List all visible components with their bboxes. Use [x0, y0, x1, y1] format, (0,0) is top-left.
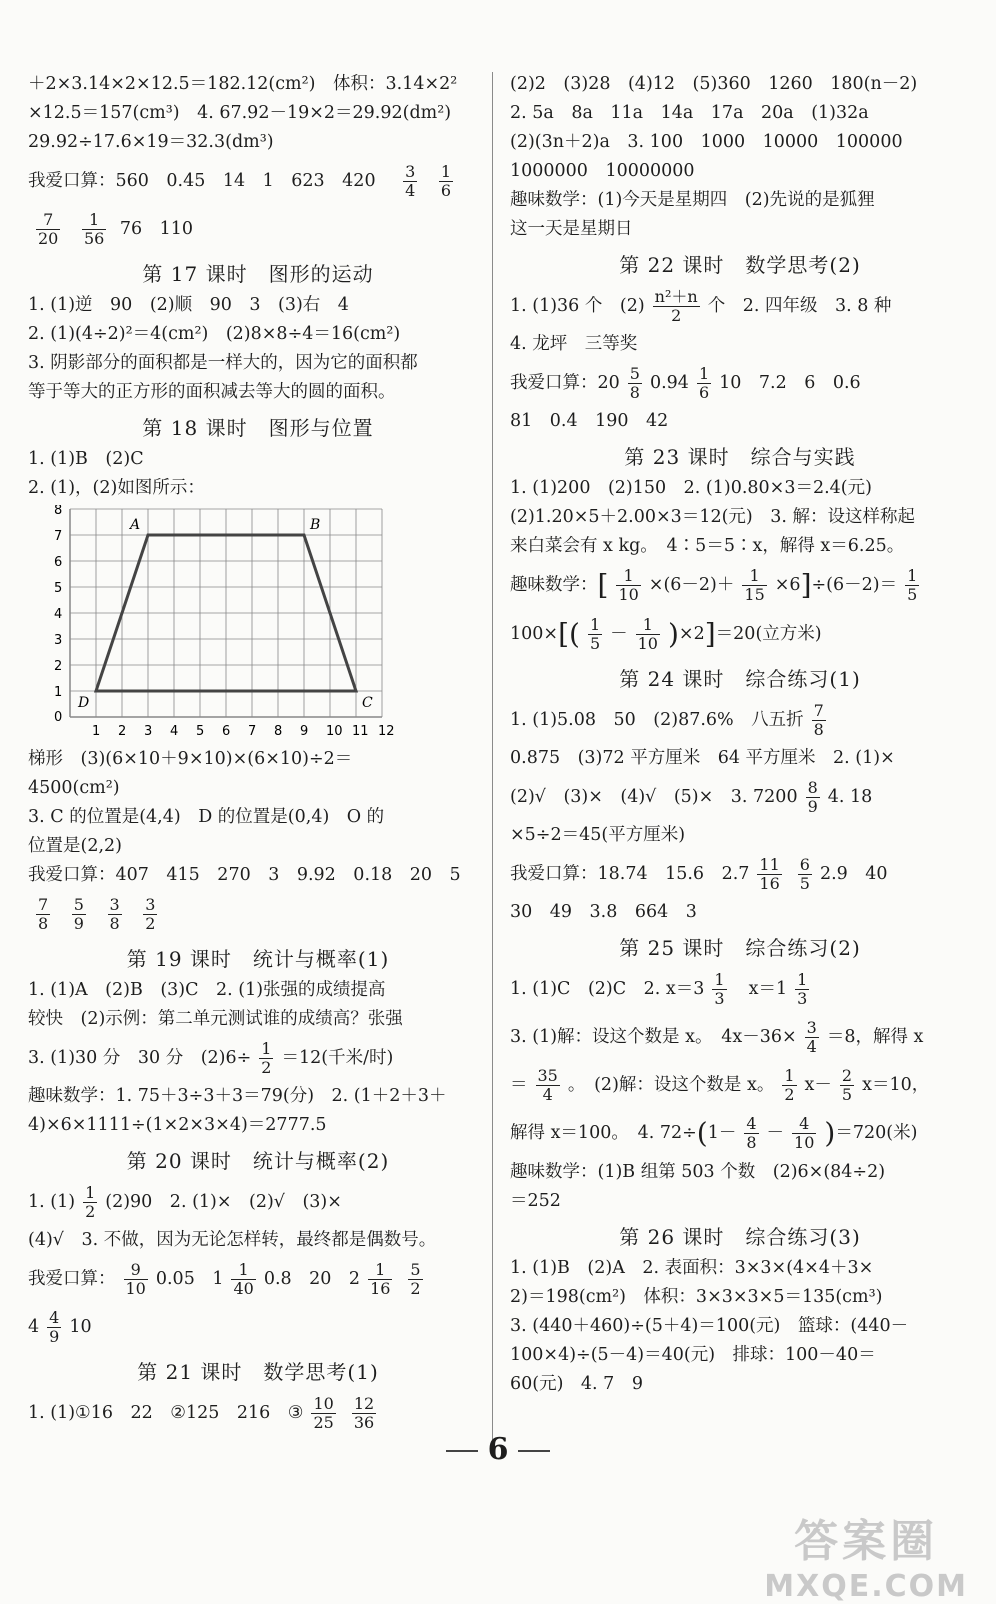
- fraction: $\frac{10}{25}$: [313, 1394, 334, 1432]
- text-line: 81 0.4 190 42: [510, 411, 669, 431]
- mental-math-line: 我爱口算：20 $\frac{5}{8}$ 0.94 $\frac{1}{6}$ 10 7.2 6 0.6: [510, 364, 861, 402]
- y-tick-label: 3: [54, 633, 63, 648]
- x-tick-label: 6: [222, 724, 231, 739]
- coordinate-grid-figure: [28, 505, 408, 745]
- text-line: 1. (1)B (2)C: [28, 449, 144, 469]
- lesson-heading: 第 21 课时 数学思考(1): [137, 1360, 379, 1384]
- text-line: 1. (1)A (2)B (3)C 2. (1)张强的成绩提高: [28, 980, 386, 1000]
- text-line: 1. (1)36 个 (2) $\frac{\text{n²＋n}}{2}$ 个 2. 四年级 3. 8 种: [510, 287, 892, 325]
- text-line: 29.92÷17.6×19＝32.3(dm³): [28, 132, 274, 152]
- left-column: [28, 70, 488, 1437]
- fraction: $\frac{3}{8}$: [109, 895, 120, 933]
- fraction: $\frac{9}{10}$: [125, 1260, 146, 1298]
- text-line: ×12.5＝157(cm³) 4. 67.92－19×2＝29.92(dm²): [28, 103, 452, 123]
- text-line: (2)2 (3)28 (4)12 (5)360 1260 180(n－2): [510, 74, 918, 94]
- x-tick-label: 10: [326, 724, 343, 739]
- text-line: 4. 龙坪 三等奖: [510, 334, 638, 354]
- mental-math-line: 我爱口算：18.74 15.6 2.7 $\frac{11}{16}$ $\frac{6}{5}$ 2.9 40: [510, 855, 888, 893]
- text-line: 来白菜会有 x kg。 4∶5＝5∶x，解得 x＝6.25。: [510, 536, 905, 556]
- text-line: (2)1.20×5＋2.00×3＝12(元) 3. 解：设这样称起: [510, 507, 915, 527]
- text-line: 趣味数学：(1)今天是星期四 (2)先说的是狐狸: [510, 190, 875, 210]
- text-line: 我爱口算：407 415 270 3 9.92 0.18 20 5: [28, 865, 461, 885]
- text-line: 趣味数学：(1)B 组第 503 个数 (2)6×(84÷2): [510, 1161, 886, 1182]
- fraction: $\frac{1}{6}$: [698, 364, 710, 402]
- x-tick-label: 4: [170, 724, 179, 739]
- point-label: C: [362, 695, 373, 711]
- text-line: 解得 x＝100。 4. 72÷(1－ $\frac{4}{8}$ － $\frac{4}{10}$ )＝720(米): [510, 1114, 918, 1152]
- fraction: $\frac{2}{5}$: [841, 1066, 853, 1104]
- mental-math-line: $\frac{7}{20}$ $\frac{1}{56}$ 76 110: [38, 210, 194, 248]
- fraction: $\frac{4}{10}$: [794, 1114, 815, 1152]
- text-line: 2. (1)，(2)如图所示：: [28, 478, 205, 498]
- fraction: $\frac{1}{3}$: [797, 970, 808, 1008]
- text-line: 2)＝198(cm²) 体积：3×3×3×5＝135(cm³): [510, 1286, 883, 1307]
- fraction: $\frac{1}{3}$: [714, 970, 725, 1008]
- x-tick-label: 7: [248, 724, 257, 739]
- y-tick-label: 5: [54, 581, 63, 596]
- axis-ticks: [54, 505, 395, 739]
- fraction: $\frac{1}{5}$: [907, 566, 918, 604]
- text-line: 100×[( $\frac{1}{5}$ － $\frac{1}{10}$ )×2]＝20(立方米): [510, 614, 822, 653]
- fraction: $\frac{7}{8}$: [38, 895, 49, 933]
- x-tick-label: 9: [300, 724, 309, 739]
- fraction: $\frac{5}{9}$: [73, 895, 84, 933]
- point-label: A: [130, 517, 141, 533]
- text-line: ＝252: [510, 1190, 561, 1211]
- grid-lines: [70, 509, 382, 717]
- text-line: 1. (1) $\frac{1}{2}$ (2)90 2. (1)× (2)√ (3)×: [28, 1183, 342, 1221]
- text-line: 4)×6×1111÷(1×2×3×4)＝2777.5: [28, 1115, 327, 1135]
- fraction: $\frac{1}{2}$: [85, 1183, 96, 1221]
- mental-math-line: 我爱口算： $\frac{9}{10}$ 0.05 1 $\frac{1}{40}$ 0.8 20 2 $\frac{1}{16}$ $\frac{5}{2}$: [28, 1260, 421, 1298]
- text-line: 3. (1)30 分 30 分 (2)6÷ $\frac{1}{2}$ ＝12(千米/时): [28, 1039, 394, 1077]
- fraction: $\frac{1}{10}$: [637, 614, 658, 653]
- text-line: (4)√ 3. 不做，因为无论怎样转，最终都是偶数号。: [28, 1230, 437, 1250]
- fraction: $\frac{1}{40}$: [233, 1260, 254, 1298]
- text-line: ＋2×3.14×2×12.5＝182.12(cm²) 体积：3.14×2²: [28, 74, 458, 94]
- text-line: ×5÷2＝45(平方厘米): [510, 825, 686, 845]
- x-tick-label: 11: [352, 724, 369, 739]
- point-label: B: [310, 517, 321, 533]
- x-tick-label: 2: [118, 724, 127, 739]
- x-tick-label: 5: [196, 724, 205, 739]
- x-tick-label: 0: [54, 710, 63, 725]
- text-line: 位置是(2,2): [28, 836, 122, 856]
- fraction: $\frac{5}{8}$: [629, 364, 640, 402]
- lesson-heading: 第 25 课时 综合练习(2): [619, 936, 861, 960]
- fraction: $\frac{1}{5}$: [589, 614, 601, 653]
- x-tick-label: 8: [274, 724, 283, 739]
- lesson-heading: 第 20 课时 统计与概率(2): [126, 1149, 390, 1173]
- fraction: $\frac{1}{2}$: [261, 1039, 272, 1077]
- text-line: 趣味数学：1. 75＋3÷3＋3＝79(分) 2. (1＋2＋3＋: [28, 1086, 447, 1106]
- fraction: $\frac{1}{16}$: [370, 1260, 391, 1298]
- text-line: 3. (1)解：设这个数是 x。 4x－36× $\frac{3}{4}$ ＝8，解得 x: [510, 1018, 924, 1056]
- lesson-heading: 第 23 课时 综合与实践: [624, 445, 856, 469]
- text-line: (2)(3n＋2)a 3. 100 1000 10000 100000: [510, 132, 903, 152]
- text-line: 30 49 3.8 664 3: [510, 902, 697, 922]
- fraction: $\frac{5}{2}$: [410, 1260, 421, 1298]
- fraction: $\frac{7}{20}$: [38, 210, 59, 248]
- text-line: 1000000 10000000: [510, 161, 695, 181]
- y-tick-label: 1: [54, 685, 63, 700]
- watermark-logo: 答案圈 MXQE.COM: [764, 1516, 968, 1604]
- fraction: $\frac{1}{15}$: [744, 566, 765, 604]
- mental-math-line: 我爱口算：560 0.45 14 1 623 420 $\frac{3}{4}$ $\frac{1}{6}$: [28, 162, 452, 200]
- text-line: 梯形 (3)(6×10＋9×10)×(6×10)÷2＝: [28, 749, 353, 769]
- text-line: 1. (1)①16 22 ②125 216 ③ $\frac{10}{25}$ $\frac{12}{36}$: [28, 1394, 375, 1432]
- fraction: $\frac{\text{n²＋n}}{2}$: [654, 287, 698, 325]
- fraction: $\frac{4}{8}$: [746, 1114, 757, 1152]
- page-number: 6: [0, 1432, 996, 1467]
- x-tick-label: 3: [144, 724, 153, 739]
- fraction: $\frac{1}{2}$: [784, 1066, 795, 1104]
- fraction: $\frac{3}{4}$: [405, 162, 416, 200]
- fraction: $\frac{7}{8}$: [813, 701, 824, 739]
- text-line: 1. (1)C (2)C 2. x＝3 $\frac{1}{3}$ x＝1 $\frac{1}{3}$: [510, 970, 808, 1008]
- fraction: $\frac{1}{10}$: [618, 566, 639, 604]
- y-tick-label: 7: [54, 529, 63, 544]
- y-tick-label: 6: [54, 555, 63, 570]
- fraction: $\frac{35}{4}$: [537, 1066, 558, 1104]
- lesson-heading: 第 19 课时 统计与概率(1): [126, 947, 390, 971]
- text-line: 1. (1)B (2)A 2. 表面积：3×3×(4×4＋3×: [510, 1257, 874, 1278]
- fraction: $\frac{6}{5}$: [799, 855, 810, 893]
- fraction: $\frac{11}{16}$: [759, 855, 780, 893]
- right-column: [510, 70, 970, 1399]
- lesson-heading: 第 18 课时 图形与位置: [142, 416, 374, 440]
- text-line: 2. 5a 8a 11a 14a 17a 20a (1)32a: [510, 103, 869, 123]
- mental-math-line: 4 $\frac{4}{9}$ 10: [28, 1308, 92, 1346]
- text-line: 3. C 的位置是(4,4) D 的位置是(0,4) O 的: [28, 807, 385, 827]
- fraction: $\frac{12}{36}$: [353, 1394, 375, 1432]
- text-line: (2)√ (3)× (4)√ (5)× 3. 7200 $\frac{8}{9}$ 4. 18: [510, 778, 873, 816]
- text-line: 等于等大的正方形的面积减去等大的圆的面积。: [28, 382, 396, 402]
- lesson-heading: 第 22 课时 数学思考(2): [619, 253, 861, 277]
- point-label: D: [78, 695, 90, 711]
- lesson-heading: 第 26 课时 综合练习(3): [619, 1224, 861, 1249]
- text-line: 较快 (2)示例：第二单元测试谁的成绩高？张强: [28, 1009, 403, 1029]
- text-line: ＝ $\frac{35}{4}$ 。 (2)解：设这个数是 x。 $\frac{1}{2}$ x－ $\frac{2}{5}$ x＝10，: [510, 1066, 930, 1104]
- column-divider: [492, 72, 493, 1452]
- y-tick-label: 4: [54, 607, 63, 622]
- text-line: 2. (1)(4÷2)²＝4(cm²) (2)8×8÷4＝16(cm²): [28, 324, 401, 344]
- text-line: 4500(cm²): [28, 778, 120, 798]
- text-line: 1. (1)200 (2)150 2. (1)0.80×3＝2.4(元): [510, 478, 872, 498]
- fraction: $\frac{3}{2}$: [145, 895, 156, 933]
- y-tick-label: 8: [54, 505, 63, 518]
- text-line: 100×4)÷(5－4)＝40(元) 排球：100－40＝: [510, 1344, 876, 1365]
- fraction: $\frac{1}{6}$: [440, 162, 452, 200]
- text-line: 60(元) 4. 7 9: [510, 1373, 643, 1394]
- text-line: 3. (440＋460)÷(5＋4)＝100(元) 篮球：(440－: [510, 1315, 909, 1336]
- x-tick-label: 12: [378, 724, 395, 739]
- text-line: 1. (1)5.08 50 (2)87.6% 八五折 $\frac{7}{8}$: [510, 701, 824, 739]
- fraction: $\frac{1}{56}$: [83, 210, 105, 248]
- mental-math-line: [28, 890, 488, 938]
- fraction: $\frac{4}{9}$: [49, 1308, 60, 1346]
- text-line: 1. (1)逆 90 (2)顺 90 3 (3)右 4: [28, 295, 349, 315]
- lesson-heading: 第 24 课时 综合练习(1): [619, 667, 861, 691]
- fraction: $\frac{8}{9}$: [807, 778, 818, 816]
- text-line: 0.875 (3)72 平方厘米 64 平方厘米 2. (1)×: [510, 748, 895, 768]
- x-tick-label: 1: [92, 724, 101, 739]
- fraction: $\frac{3}{4}$: [806, 1018, 817, 1056]
- text-line: 3. 阴影部分的面积都是一样大的，因为它的面积都: [28, 353, 418, 373]
- lesson-heading: 第 17 课时 图形的运动: [142, 262, 374, 286]
- text-line: 这一天是星期日: [510, 219, 633, 239]
- y-tick-label: 2: [54, 659, 63, 674]
- text-line: 趣味数学：[ $\frac{1}{10}$ ×(6－2)＋ $\frac{1}{15}$ ×6]÷(6－2)＝ $\frac{1}{5}$: [510, 566, 918, 604]
